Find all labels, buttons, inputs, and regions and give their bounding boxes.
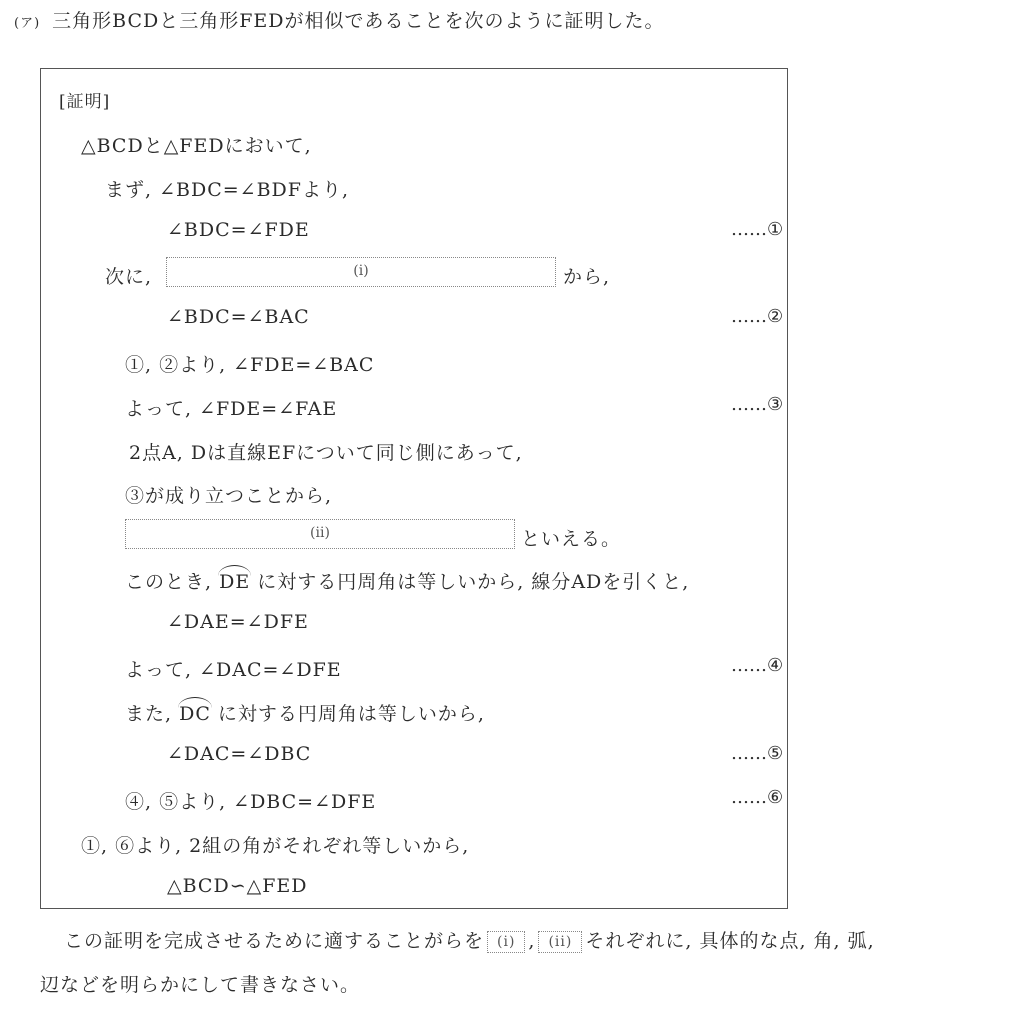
proof-line-11-suffix: に対する円周角は等しいから, 線分ADを引くと, bbox=[257, 571, 690, 593]
footer-blank-i: (i) bbox=[487, 931, 525, 953]
question-title bbox=[14, 6, 665, 33]
question-number: (ア) bbox=[14, 16, 41, 31]
mark-5: ……⑤ bbox=[731, 743, 784, 764]
mark-6: ……⑥ bbox=[731, 787, 784, 808]
proof-line-17: ①, ⑥より, 2組の角がそれぞれ等しいから, bbox=[81, 835, 470, 857]
blank-ii[interactable]: (ii) bbox=[125, 519, 515, 549]
footer-sep: , bbox=[528, 930, 536, 952]
proof-line-4: 次に, bbox=[105, 266, 153, 288]
proof-line-11-prefix: このとき, bbox=[125, 571, 213, 593]
blank-i[interactable]: (i) bbox=[166, 257, 556, 287]
proof-line-14-suffix: に対する円周角は等しいから, bbox=[217, 703, 485, 725]
proof-line-3: ∠BDC=∠FDE bbox=[167, 219, 310, 241]
proof-line-14-prefix: また, bbox=[125, 703, 173, 725]
footer-blank-ii: (ii) bbox=[538, 931, 582, 953]
footer-text-1: この証明を完成させるために適することがらを bbox=[64, 930, 485, 952]
mark-3: ……③ bbox=[731, 394, 784, 415]
footer-text-2: それぞれに, 具体的な点, 角, 弧, bbox=[585, 930, 875, 952]
proof-box bbox=[40, 68, 788, 909]
proof-line-14 bbox=[125, 699, 485, 726]
proof-line-1: △BCDと△FEDにおいて, bbox=[81, 135, 312, 157]
proof-line-15: ∠DAC=∠DBC bbox=[167, 743, 312, 765]
proof-line-9: ③が成り立つことから, bbox=[125, 485, 333, 507]
proof-line-18: △BCD∽△FED bbox=[167, 875, 308, 897]
proof-line-7: よって, ∠FDE=∠FAE bbox=[125, 398, 338, 420]
proof-line-5: ∠BDC=∠BAC bbox=[167, 306, 310, 328]
proof-line-4-suffix: から, bbox=[563, 266, 611, 288]
proof-line-12: ∠DAE=∠DFE bbox=[167, 611, 309, 633]
arc-de: DE bbox=[219, 571, 251, 593]
proof-line-11 bbox=[125, 567, 689, 594]
footer-line-1 bbox=[64, 926, 875, 953]
proof-header: [証明] bbox=[59, 92, 111, 112]
proof-line-6: ①, ②より, ∠FDE=∠BAC bbox=[125, 354, 375, 376]
proof-line-2: まず, ∠BDC=∠BDFより, bbox=[105, 179, 349, 201]
proof-line-8: 2点A, Dは直線EFについて同じ側にあって, bbox=[129, 442, 523, 464]
mark-1: ……① bbox=[731, 219, 784, 240]
arc-dc: DC bbox=[179, 703, 211, 725]
question-text: 三角形BCDと三角形FEDが相似であることを次のように証明した。 bbox=[52, 10, 665, 32]
mark-2: ……② bbox=[731, 306, 784, 327]
proof-line-13: よって, ∠DAC=∠DFE bbox=[125, 659, 342, 681]
footer-line-2: 辺などを明らかにして書きなさい。 bbox=[40, 974, 361, 996]
mark-4: ……④ bbox=[731, 655, 784, 676]
proof-line-16: ④, ⑤より, ∠DBC=∠DFE bbox=[125, 791, 377, 813]
proof-line-10-suffix: といえる。 bbox=[521, 528, 622, 550]
